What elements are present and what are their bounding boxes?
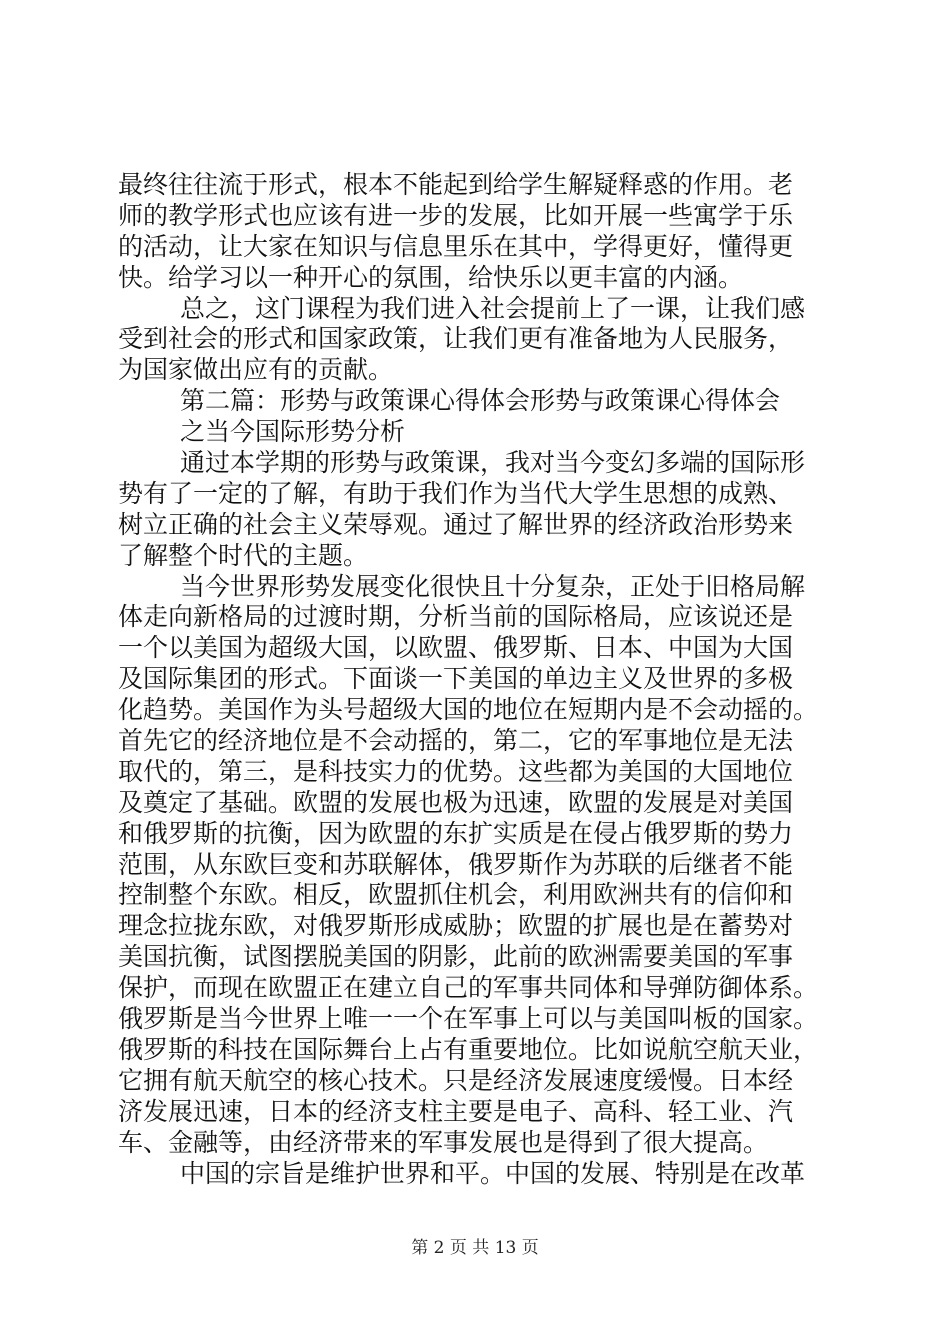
text-line: 美国抗衡，试图摆脱美国的阴影，此前的欧洲需要美国的军事 xyxy=(118,942,794,972)
text-line: 化趋势。美国作为头号超级大国的地位在短期内是不会动摇的。 xyxy=(118,695,819,725)
text-line: 第二篇：形势与政策课心得体会形势与政策课心得体会 xyxy=(180,386,781,416)
text-line: 通过本学期的形势与政策课，我对当今变幻多端的国际形 xyxy=(180,448,806,478)
text-line: 车、金融等，由经济带来的军事发展也是得到了很大提高。 xyxy=(118,1127,769,1157)
text-line: 之当今国际形势分析 xyxy=(180,417,406,447)
text-line: 和俄罗斯的抗衡，因为欧盟的东扩实质是在侵占俄罗斯的势力 xyxy=(118,818,794,848)
text-line: 一个以美国为超级大国，以欧盟、俄罗斯、日本、中国为大国 xyxy=(118,633,794,663)
text-line: 首先它的经济地位是不会动摇的，第二，它的军事地位是无法 xyxy=(118,726,794,756)
body-text xyxy=(118,170,838,1189)
text-line: 及奠定了基础。欧盟的发展也极为迅速，欧盟的发展是对美国 xyxy=(118,787,794,817)
text-line: 理念拉拢东欧，对俄罗斯形成威胁；欧盟的扩展也是在蓄势对 xyxy=(118,911,794,941)
text-line: 范围，从东欧巨变和苏联解体，俄罗斯作为苏联的后继者不能 xyxy=(118,849,794,879)
text-line: 体走向新格局的过渡时期，分析当前的国际格局，应该说还是 xyxy=(118,602,794,632)
text-line: 控制整个东欧。相反，欧盟抓住机会，利用欧洲共有的信仰和 xyxy=(118,880,794,910)
text-line: 中国的宗旨是维护世界和平。中国的发展、特别是在改革 xyxy=(180,1158,806,1188)
text-line: 师的教学形式也应该有进一步的发展，比如开展一些寓学于乐 xyxy=(118,200,794,230)
page-footer: 第 2 页 共 13 页 xyxy=(411,1238,539,1258)
text-line: 及国际集团的形式。下面谈一下美国的单边主义及世界的多极 xyxy=(118,664,794,694)
text-line: 它拥有航天航空的核心技术。只是经济发展速度缓慢。日本经 xyxy=(118,1065,794,1095)
text-line: 俄罗斯是当今世界上唯一一个在军事上可以与美国叫板的国家。 xyxy=(118,1004,819,1034)
text-line: 济发展迅速，日本的经济支柱主要是电子、高科、轻工业、汽 xyxy=(118,1096,794,1126)
text-line: 势有了一定的了解，有助于我们作为当代大学生思想的成熟、 xyxy=(118,478,794,508)
text-line: 为国家做出应有的贡献。 xyxy=(118,355,394,385)
text-line: 的活动，让大家在知识与信息里乐在其中，学得更好，懂得更 xyxy=(118,231,794,261)
text-line: 当今世界形势发展变化很快且十分复杂，正处于旧格局解 xyxy=(180,571,806,601)
text-line: 保护，而现在欧盟正在建立自己的军事共同体和导弹防御体系。 xyxy=(118,973,819,1003)
text-line: 俄罗斯的科技在国际舞台上占有重要地位。比如说航空航天业， xyxy=(118,1034,819,1064)
text-line: 总之，这门课程为我们进入社会提前上了一课，让我们感 xyxy=(180,293,806,323)
text-line: 树立正确的社会主义荣辱观。通过了解世界的经济政治形势来 xyxy=(118,509,794,539)
text-line: 快。给学习以一种开心的氛围，给快乐以更丰富的内涵。 xyxy=(118,262,744,292)
text-line: 取代的，第三，是科技实力的优势。这些都为美国的大国地位 xyxy=(118,756,794,786)
text-line: 了解整个时代的主题。 xyxy=(118,540,369,570)
text-line: 受到社会的形式和国家政策，让我们更有准备地为人民服务， xyxy=(118,324,794,354)
text-line: 最终往往流于形式，根本不能起到给学生解疑释惑的作用。老 xyxy=(118,170,794,199)
